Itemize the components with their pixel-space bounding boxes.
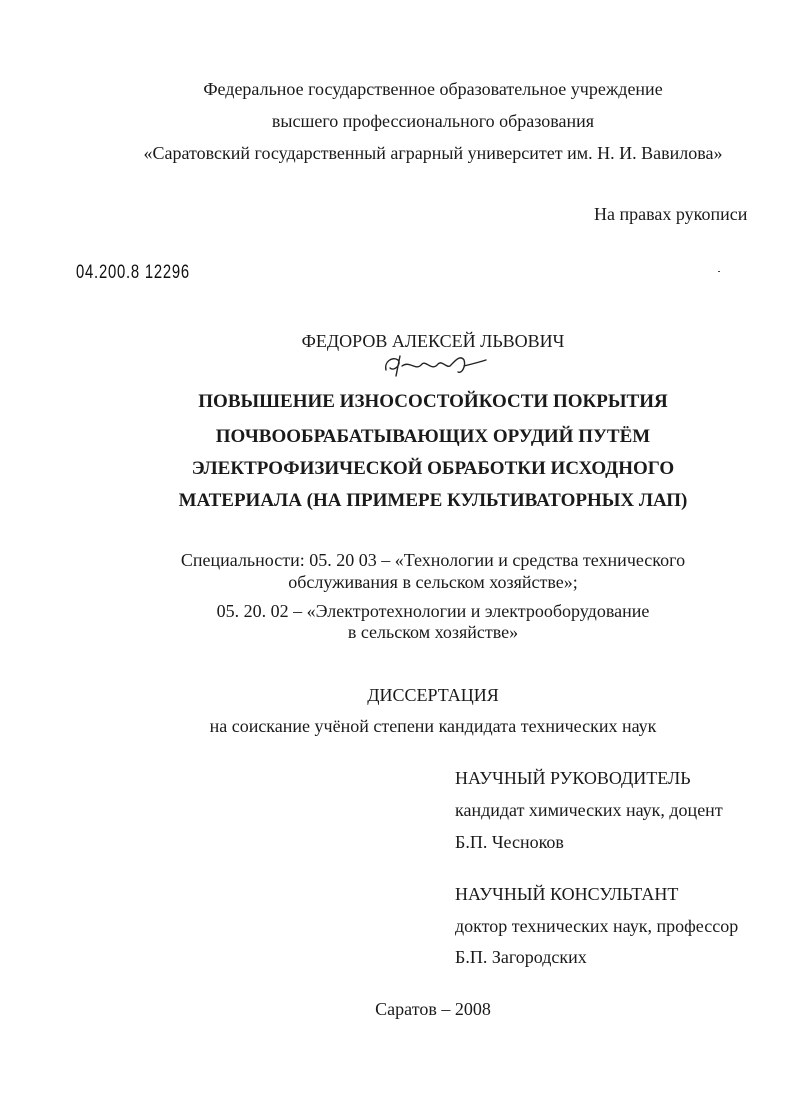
institution-line-1: Федеральное государственное образовательное учреждение <box>203 79 663 99</box>
title-line-2: ПОЧВООБРАБАТЫВАЮЩИХ ОРУДИЙ ПУТЁМ <box>215 426 651 447</box>
specialty-line-2: обслуживания в сельском хозяйстве»; <box>288 572 578 592</box>
degree-line: на соискание учёной степени кандидата технических наук <box>209 716 657 736</box>
library-stamp: 04.200.8 12296 <box>76 262 190 283</box>
consultant-name: Б.П. Загородских <box>455 947 587 967</box>
rights-note: На правах рукописи <box>594 204 748 224</box>
supervisor-role: НАУЧНЫЙ РУКОВОДИТЕЛЬ <box>455 768 691 788</box>
consultant-role: НАУЧНЫЙ КОНСУЛЬТАНТ <box>455 884 679 904</box>
place-year: Саратов – 2008 <box>375 999 491 1019</box>
scan-speck <box>718 271 720 272</box>
consultant-credentials: доктор технических наук, профессор <box>455 916 739 936</box>
institution-line-3: «Саратовский государственный аграрный университет им. Н. И. Вавилова» <box>143 143 723 163</box>
author-signature <box>380 350 490 380</box>
supervisor-name: Б.П. Чесноков <box>455 832 564 852</box>
title-line-3: ЭЛЕКТРОФИЗИЧЕСКОЙ ОБРАБОТКИ ИСХОДНОГО <box>191 458 675 479</box>
work-type: ДИССЕРТАЦИЯ <box>367 685 499 705</box>
specialty-line-1: Специальности: 05. 20 03 – «Технологии и средства технического <box>180 550 686 570</box>
title-line-4: МАТЕРИАЛА (НА ПРИМЕРЕ КУЛЬТИВАТОРНЫХ ЛАП) <box>178 490 688 511</box>
supervisor-credentials: кандидат химических наук, доцент <box>455 800 723 820</box>
specialty-line-3: 05. 20. 02 – «Электротехнологии и электрооборудование <box>216 601 650 621</box>
institution-line-2: высшего профессионального образования <box>271 111 595 131</box>
title-line-1: ПОВЫШЕНИЕ ИЗНОСОСТОЙКОСТИ ПОКРЫТИЯ <box>198 391 668 412</box>
author-name: ФЕДОРОВ АЛЕКСЕЙ ЛЬВОВИЧ <box>301 331 565 351</box>
specialty-line-4: в сельском хозяйстве» <box>347 622 519 642</box>
